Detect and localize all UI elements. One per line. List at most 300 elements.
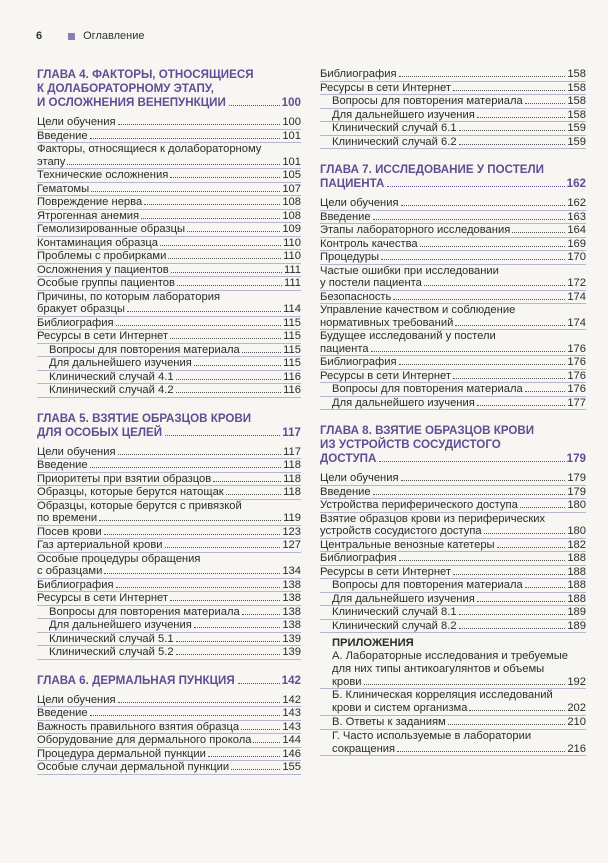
toc-entry-page-number: 176	[567, 356, 586, 368]
toc-entry-row	[37, 539, 301, 552]
dot-leader	[397, 751, 565, 752]
toc-entry-title: Устройства периферического доступа	[320, 499, 518, 511]
toc-entry-row	[37, 156, 301, 169]
toc-entry-row	[320, 238, 586, 251]
toc-entry-page-number: 114	[283, 303, 301, 315]
toc-column-left	[37, 68, 301, 775]
chapter-page-number: 142	[281, 673, 301, 687]
toc-entry-title: Особые группы пациентов	[37, 277, 175, 289]
toc-entry-title: Вопросы для повторения материала	[332, 95, 523, 107]
dot-leader	[253, 742, 280, 743]
toc-entry-page-number: 100	[282, 116, 301, 128]
toc-entry-page-number: 110	[283, 250, 301, 262]
toc-entry-row	[320, 566, 586, 579]
toc-entry-row	[37, 330, 301, 343]
dot-leader	[127, 311, 281, 312]
dot-leader	[194, 627, 281, 628]
toc-entry-row	[320, 397, 586, 410]
toc-entry-row	[320, 383, 586, 396]
toc-entry-page-number: 158	[567, 108, 586, 121]
toc-entry[interactable]	[37, 264, 301, 278]
toc-entry-title: Клинический случай 8.1	[332, 606, 457, 618]
toc-entry[interactable]	[37, 237, 301, 251]
toc-entry[interactable]	[37, 553, 301, 579]
toc-entry-row	[37, 130, 301, 143]
toc-entry-row	[37, 459, 301, 472]
chapter-page-number: 179	[566, 452, 586, 465]
toc-entry[interactable]	[37, 539, 301, 553]
dot-leader	[387, 186, 564, 187]
toc-entry[interactable]	[320, 566, 586, 580]
appendix-entry-row	[332, 743, 586, 756]
toc-entry[interactable]	[37, 748, 301, 762]
toc-entry-row	[320, 539, 586, 552]
toc-entry-title: Ресурсы в сети Интернет	[320, 81, 452, 94]
toc-entry[interactable]	[37, 526, 301, 540]
toc-subentry[interactable]	[37, 384, 301, 398]
toc-entry-row	[320, 593, 586, 606]
toc-entry[interactable]	[37, 291, 301, 317]
toc-entry-page-number: 159	[567, 135, 586, 148]
toc-entry-page-number: 101	[282, 129, 301, 142]
toc-entry[interactable]	[320, 304, 586, 330]
toc-entry-page-number: 159	[567, 122, 586, 134]
chapter-title: ГЛАВА 6. ДЕРМАЛЬНАЯ ПУНКЦИЯ	[37, 673, 235, 687]
dot-leader	[67, 164, 280, 165]
toc-entry-title: Введение	[37, 707, 88, 719]
toc-subentry[interactable]	[37, 646, 301, 660]
dot-leader	[194, 365, 281, 366]
toc-subentry[interactable]	[37, 371, 301, 385]
toc-subentry[interactable]	[320, 620, 586, 634]
toc-subentry[interactable]	[320, 397, 586, 411]
toc-entry-page-number: 118	[283, 459, 301, 471]
toc-entry-row	[37, 277, 301, 290]
toc-entry-row	[320, 486, 586, 499]
toc-entry-page-number: 119	[283, 512, 301, 524]
dot-leader	[118, 124, 281, 125]
toc-entry-row	[320, 499, 586, 512]
toc-subentry[interactable]	[320, 593, 586, 607]
toc-entry-row	[37, 579, 301, 592]
section-spacer	[320, 410, 586, 424]
toc-entry-row	[37, 250, 301, 263]
toc-entry-row	[320, 579, 586, 592]
toc-entry-title: устройств сосудистого доступа	[320, 525, 482, 537]
toc-entry[interactable]	[320, 291, 586, 305]
dot-leader	[393, 299, 565, 300]
dot-leader	[171, 272, 282, 273]
toc-entry-row	[37, 526, 301, 539]
dot-leader	[90, 715, 281, 716]
toc-entry-title: Осложнения у пациентов	[37, 263, 169, 276]
toc-entry-title: Вопросы для повторения материала	[49, 605, 240, 618]
toc-entry-page-number: 174	[567, 290, 586, 303]
dot-leader	[459, 130, 566, 131]
toc-entry-row	[37, 357, 301, 370]
toc-entry[interactable]	[37, 707, 301, 721]
toc-subentry[interactable]	[37, 344, 301, 358]
toc-entry-page-number: 142	[282, 693, 301, 706]
toc-entry-title: Образцы, которые берутся натощак	[37, 486, 224, 498]
toc-entry-row	[320, 109, 586, 122]
dot-leader	[226, 494, 281, 495]
chapter-heading	[37, 412, 301, 440]
toc-entry-row	[320, 136, 586, 149]
appendix-entry[interactable]	[320, 650, 586, 689]
toc-entry-title: Библиография	[37, 316, 114, 329]
toc-entry-row	[320, 620, 586, 633]
chapter-page-number: 117	[282, 425, 301, 439]
chapter-heading-row	[320, 177, 586, 191]
dot-leader	[229, 105, 280, 106]
dot-leader	[401, 480, 566, 481]
toc-subentry[interactable]	[37, 606, 301, 620]
toc-entry[interactable]	[37, 116, 301, 130]
dot-leader	[373, 494, 566, 495]
dot-leader	[168, 258, 281, 259]
toc-entry-title: Для дальнейшего изучения	[332, 396, 475, 409]
toc-entry[interactable]	[37, 250, 301, 264]
toc-entry-row	[320, 525, 586, 538]
toc-entry[interactable]	[37, 721, 301, 735]
toc-subentry[interactable]	[37, 619, 301, 633]
toc-entry[interactable]	[37, 579, 301, 593]
toc-entry-title: Вопросы для повторения материала	[49, 343, 240, 356]
toc-entry-page-number: 158	[567, 81, 586, 94]
toc-entry-row	[37, 303, 301, 316]
toc-entry-title: Процедуры	[320, 251, 380, 263]
toc-entry-page-number: 127	[282, 539, 301, 551]
toc-entry-row	[37, 446, 301, 459]
appendix-entry-row	[332, 702, 586, 715]
toc-entry[interactable]	[37, 196, 301, 210]
toc-entry[interactable]	[320, 82, 586, 96]
chapter-heading	[37, 674, 301, 688]
toc-entry[interactable]	[37, 277, 301, 291]
section-title: Оглавление	[83, 30, 145, 42]
dot-leader	[160, 245, 281, 246]
dot-leader	[208, 756, 280, 757]
appendix-entry-text-line: для них типы антикоагулянтов и объемы	[332, 662, 545, 675]
dot-leader	[165, 547, 281, 548]
toc-entry-row	[37, 761, 301, 774]
toc-entry-page-number: 139	[282, 646, 301, 658]
appendix-entry[interactable]	[320, 730, 586, 757]
toc-entry-page-number: 116	[283, 370, 301, 383]
toc-entry[interactable]	[320, 265, 586, 291]
toc-entry[interactable]	[37, 473, 301, 487]
chapter-heading-line: ГЛАВА 4. ФАКТОРЫ, ОТНОСЯЩИЕСЯ	[37, 68, 254, 81]
dot-leader	[242, 352, 281, 353]
toc-entry-page-number: 134	[282, 565, 301, 577]
toc-entry-row	[37, 565, 301, 578]
toc-entry-page-number: 179	[567, 485, 586, 498]
toc-entry-title: Библиография	[37, 578, 114, 591]
dot-leader	[420, 246, 566, 247]
appendix-entry[interactable]	[320, 689, 586, 716]
toc-entry-row	[37, 512, 301, 525]
toc-entry-title: Этапы лабораторного исследования	[320, 224, 511, 236]
section-spacer	[320, 149, 586, 163]
toc-entry-text-line: Причины, по которым лаборатория	[37, 290, 221, 303]
toc-entry-row	[37, 646, 301, 659]
toc-entry-title: Ресурсы в сети Интернет	[320, 565, 452, 578]
toc-entry-title: Газ артериальной крови	[37, 539, 163, 551]
toc-entry-page-number: 101	[282, 155, 301, 168]
toc-entry[interactable]	[320, 330, 586, 356]
dot-leader	[459, 144, 566, 145]
toc-entry-row	[37, 384, 301, 397]
dot-leader	[469, 710, 565, 711]
chapter-heading-row	[37, 96, 301, 110]
toc-entry-row	[320, 472, 586, 485]
toc-entry-row	[37, 183, 301, 196]
toc-entry[interactable]	[37, 169, 301, 183]
toc-entry-row	[320, 291, 586, 304]
dot-leader	[399, 364, 566, 365]
section-marker-icon	[68, 33, 75, 40]
toc-entry-page-number: 170	[567, 251, 586, 263]
dot-leader	[401, 205, 566, 206]
toc-entry-row	[320, 224, 586, 237]
toc-entry-row	[37, 592, 301, 605]
toc-entry[interactable]	[320, 197, 586, 211]
toc-entry-page-number: 123	[282, 525, 301, 538]
toc-entry-title: Для дальнейшего изучения	[49, 619, 192, 631]
toc-entry[interactable]	[320, 499, 586, 513]
toc-entry-row	[320, 552, 586, 565]
chapter-title: ДЛЯ ОСОБЫХ ЦЕЛЕЙ	[37, 425, 163, 439]
dot-leader	[484, 533, 566, 534]
appendix-entry-text-line: Г. Часто используемые в лаборатории	[332, 729, 532, 742]
toc-entry-page-number: 116	[283, 384, 301, 396]
toc-entry[interactable]	[37, 210, 301, 224]
toc-subentry[interactable]	[320, 136, 586, 150]
dot-leader	[379, 461, 564, 462]
dot-leader	[118, 454, 282, 455]
toc-entry-text-line: Управление качеством и соблюдение	[320, 304, 516, 316]
toc-entry[interactable]	[320, 68, 586, 82]
toc-entry-page-number: 188	[567, 579, 586, 591]
toc-subentry[interactable]	[320, 383, 586, 397]
toc-entry[interactable]	[37, 183, 301, 197]
appendix-entry-title: сокращения	[332, 742, 396, 755]
toc-entry[interactable]	[37, 592, 301, 606]
chapter-page-number: 100	[281, 96, 301, 109]
dot-leader	[170, 177, 280, 178]
toc-entry-title: Гематомы	[37, 182, 90, 195]
toc-entry-page-number: 118	[283, 486, 301, 498]
appendix-entry-text-line: Б. Клиническая корреляция исследований	[332, 689, 553, 702]
toc-entry[interactable]	[320, 370, 586, 384]
dot-leader	[118, 702, 281, 703]
dot-leader	[177, 285, 282, 286]
toc-entry-row	[320, 343, 586, 356]
dot-leader	[373, 219, 566, 220]
toc-entry-title: Технические осложнения	[37, 169, 169, 181]
toc-entry-page-number: 176	[567, 369, 586, 382]
dot-leader	[371, 351, 566, 352]
dot-leader	[448, 724, 566, 725]
toc-entry[interactable]	[37, 223, 301, 237]
toc-entry-page-number: 118	[283, 472, 301, 485]
toc-entry-title: Приоритеты при взятии образцов	[37, 472, 212, 485]
toc-entry[interactable]	[320, 513, 586, 539]
toc-entry-page-number: 158	[567, 68, 586, 80]
section-spacer	[37, 398, 301, 412]
toc-entry-page-number: 105	[282, 169, 301, 181]
toc-entry[interactable]	[320, 356, 586, 370]
toc-entry-page-number: 180	[567, 525, 586, 537]
toc-entry[interactable]	[37, 459, 301, 473]
dot-leader	[91, 191, 280, 192]
toc-entry[interactable]	[320, 251, 586, 265]
dot-leader	[213, 481, 281, 482]
toc-entry-page-number: 155	[282, 761, 301, 773]
toc-entry[interactable]	[37, 486, 301, 500]
toc-entry-text-line: Особые процедуры обращения	[37, 552, 201, 565]
toc-entry-page-number: 115	[283, 357, 301, 369]
appendix-entry-page-number: 192	[567, 675, 586, 688]
toc-entry-title: Вопросы для повторения материала	[332, 383, 523, 395]
toc-entry-row	[320, 317, 586, 330]
toc-entry-row	[320, 68, 586, 81]
dot-leader	[104, 573, 280, 574]
dot-leader	[170, 600, 280, 601]
dot-leader	[399, 560, 566, 561]
dot-leader	[176, 654, 281, 655]
toc-entry[interactable]	[37, 446, 301, 460]
toc-entry-row	[320, 211, 586, 224]
chapter-heading-line: К ДОЛАБОРАТОРНОМУ ЭТАПУ,	[37, 82, 214, 95]
toc-subentry[interactable]	[37, 357, 301, 371]
toc-entry-title: Введение	[320, 485, 371, 498]
toc-entry-row	[37, 237, 301, 250]
toc-entry-row	[320, 277, 586, 290]
toc-entry-page-number: 180	[567, 499, 586, 511]
toc-entry[interactable]	[320, 486, 586, 500]
toc-entry-title: Ресурсы в сети Интернет	[37, 330, 169, 342]
toc-entry[interactable]	[37, 130, 301, 144]
toc-entry-row	[320, 606, 586, 619]
toc-entry-page-number: 115	[283, 330, 301, 342]
dot-leader	[176, 392, 282, 393]
toc-entry[interactable]	[320, 539, 586, 553]
toc-subentry[interactable]	[320, 606, 586, 620]
toc-entry[interactable]	[320, 472, 586, 486]
toc-entry[interactable]	[320, 238, 586, 252]
dot-leader	[187, 231, 280, 232]
toc-entry-title: Посев крови	[37, 525, 102, 538]
dot-leader	[520, 507, 566, 508]
toc-entry-title: Контаминация образца	[37, 236, 159, 249]
dot-leader	[241, 729, 280, 730]
toc-entry[interactable]	[37, 734, 301, 748]
chapter-heading	[320, 424, 586, 466]
toc-entry[interactable]	[37, 761, 301, 775]
appendix-entry-page-number: 210	[567, 715, 586, 728]
toc-entry-row	[37, 210, 301, 223]
toc-entry-page-number: 164	[567, 224, 586, 236]
toc-entry-row	[37, 707, 301, 720]
toc-subentry[interactable]	[37, 633, 301, 647]
dot-leader	[165, 435, 280, 436]
chapter-heading	[320, 163, 586, 191]
toc-entry-row	[37, 734, 301, 747]
toc-entry-title: Клинический случай 6.1	[332, 122, 457, 134]
toc-subentry[interactable]	[320, 109, 586, 123]
toc-entry-page-number: 138	[282, 605, 301, 618]
toc-entry-page-number: 176	[567, 342, 586, 355]
toc-entry[interactable]	[320, 224, 586, 238]
toc-entry[interactable]	[37, 694, 301, 708]
dot-leader	[525, 587, 566, 588]
toc-entry-page-number: 177	[567, 396, 586, 409]
toc-entry-page-number: 189	[567, 606, 586, 618]
toc-entry-page-number: 111	[283, 263, 301, 276]
toc-entry-title: пациента	[320, 342, 369, 355]
toc-entry-page-number: 176	[567, 383, 586, 395]
toc-entry[interactable]	[37, 330, 301, 344]
chapter-heading	[37, 68, 301, 110]
toc-entry-title: Клинический случай 8.2	[332, 619, 457, 632]
toc-entry-page-number: 163	[567, 210, 586, 223]
toc-entry-title: Важность правильного взятия образца	[37, 720, 240, 733]
toc-entry[interactable]	[320, 552, 586, 566]
toc-subentry[interactable]	[320, 95, 586, 109]
toc-entry[interactable]	[320, 211, 586, 225]
toc-entry[interactable]	[37, 317, 301, 331]
dot-leader	[116, 325, 282, 326]
toc-entry-row	[37, 223, 301, 236]
toc-entry-page-number: 174	[567, 316, 586, 329]
toc-entry-title: этапу	[37, 155, 66, 168]
toc-entry-page-number: 188	[567, 592, 586, 605]
toc-entry-row	[320, 122, 586, 135]
dot-leader	[141, 218, 280, 219]
toc-entry-text-line: Факторы, относящиеся к долабораторному	[37, 143, 262, 155]
toc-entry-title: Проблемы с пробирками	[37, 250, 167, 262]
toc-entry-title: Клинический случай 5.1	[49, 632, 174, 645]
toc-entry-title: Ятрогенная анемия	[37, 209, 140, 222]
toc-entry-title: Введение	[320, 210, 371, 223]
toc-entry[interactable]	[37, 500, 301, 526]
toc-entry-row	[37, 486, 301, 499]
toc-entry-title: Библиография	[320, 68, 397, 80]
toc-entry-page-number: 138	[282, 619, 301, 631]
dot-leader	[399, 76, 566, 77]
toc-entry-title: Введение	[37, 459, 88, 471]
dot-leader	[424, 285, 565, 286]
chapter-heading-row	[37, 426, 301, 440]
toc-entry-row	[320, 197, 586, 210]
dot-leader	[144, 204, 280, 205]
page-number: 6	[36, 30, 43, 42]
toc-entry-page-number: 189	[567, 619, 586, 632]
toc-entry-row	[37, 317, 301, 330]
toc-subentry[interactable]	[320, 579, 586, 593]
chapter-heading-row	[37, 674, 301, 688]
toc-column-right	[320, 68, 586, 756]
toc-entry-title: Клинический случай 4.1	[49, 370, 174, 383]
dot-leader	[453, 90, 565, 91]
toc-subentry[interactable]	[320, 122, 586, 136]
dot-leader	[477, 117, 566, 118]
dot-leader	[459, 614, 566, 615]
appendix-entry[interactable]	[320, 716, 586, 730]
toc-entry[interactable]	[37, 143, 301, 169]
